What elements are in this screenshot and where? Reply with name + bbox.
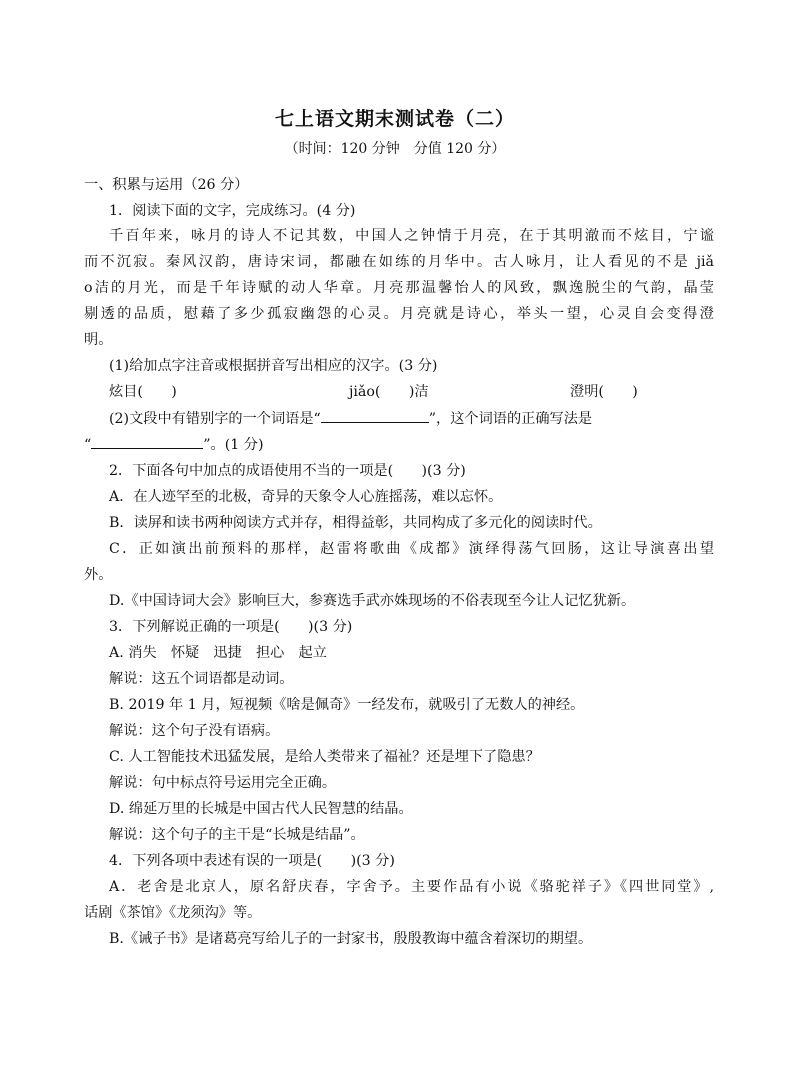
explanation: 解说：句中标点符号运用完全正确。 bbox=[109, 775, 337, 791]
question-1-stem: 1．阅读下面的文字，完成练习。(4 分) bbox=[109, 203, 356, 219]
page-title: 七上语文期末测试卷（二） bbox=[274, 108, 515, 130]
explanation: 解说：这个句子的主干是“长城是结晶”。 bbox=[109, 827, 365, 843]
question-3-stem: 3．下列解说正确的一项是( )(3 分) bbox=[109, 619, 353, 635]
passage-line: 剔透的品质，慰藉了多少孤寂幽怨的心灵。月亮就是诗心，举头一望，心灵自会变得澄 bbox=[84, 306, 714, 322]
option-d: D.《中国诗词大会》影响巨大，参赛选手武亦姝现场的不俗表现至今让人记忆犹新。 bbox=[109, 593, 636, 609]
option-a-cont: 话剧《茶馆》《龙须沟》等。 bbox=[84, 905, 262, 921]
passage-line: o洁的月光，而是千年诗赋的动人华章。月亮那温馨怡人的风致，飘逸脱尘的气韵，晶莹 bbox=[84, 280, 714, 296]
answer-blank-jiao[interactable]: jiǎo( )洁 bbox=[349, 384, 429, 400]
option-b: B.《诫子书》是诸葛亮写给儿子的一封家书，殷殷教诲中蕴含着深切的期望。 bbox=[109, 931, 593, 947]
answer-blank-wrong-word[interactable] bbox=[321, 408, 429, 423]
question-1-sub2 bbox=[109, 408, 714, 429]
option-d: D. 绵延万里的长城是中国古代人民智慧的结晶。 bbox=[109, 801, 413, 817]
option-a: A．老舍是北京人，原名舒庆春，字舍予。主要作品有小说《骆驼祥子》《四世同堂》, bbox=[109, 879, 714, 895]
passage-line: 明。 bbox=[84, 332, 113, 348]
passage-line: 而不沉寂。秦风汉韵，唐诗宋词，都融在如练的月华中。古人咏月，让人看见的不是 jiǎ bbox=[84, 254, 714, 270]
question-1-sub2-text: (2)文段中有错别字的一个词语是“ bbox=[109, 411, 321, 427]
question-1-sub2-text: “ bbox=[84, 437, 92, 453]
option-b: B. 2019 年 1 月，短视频《啥是佩奇》一经发布，就吸引了无数人的神经。 bbox=[109, 697, 585, 713]
question-4-stem: 4．下列各项中表述有误的一项是( )(3 分) bbox=[109, 853, 395, 869]
option-a: A．在人迹罕至的北极，奇异的天象令人心旌摇荡，难以忘怀。 bbox=[109, 489, 503, 505]
answer-blank-xuanmu[interactable]: 炫目( ) bbox=[109, 384, 177, 400]
option-c: C．正如演出前预料的那样，赵雷将歌曲《成都》演绎得荡气回肠，这让导演喜出望 bbox=[109, 541, 714, 557]
question-1-sub1-stem: (1)给加点字注音或根据拼音写出相应的汉字。(3 分) bbox=[109, 358, 438, 374]
option-a: A. 消失 怀疑 迅捷 担心 起立 bbox=[109, 645, 327, 661]
answer-blank-chengming[interactable]: 澄明( ) bbox=[570, 384, 638, 400]
explanation: 解说：这个句子没有语病。 bbox=[109, 723, 280, 739]
question-1-sub2-text: ”，这个词语的正确写法是 bbox=[428, 411, 593, 427]
section-heading: 一、积累与运用（26 分） bbox=[84, 177, 249, 193]
passage-line: 千百年来，咏月的诗人不记其数，中国人之钟情于月亮，在于其明澈而不炫目，宁谧 bbox=[109, 228, 714, 244]
question-2-stem: 2．下面各句中加点的成语使用不当的一项是( )(3 分) bbox=[109, 463, 466, 479]
question-1-sub2-cont bbox=[84, 434, 714, 455]
answer-blank-correct-word[interactable] bbox=[91, 434, 203, 449]
exam-time-score: （时间：120 分钟 分值 120 分） bbox=[284, 141, 506, 157]
option-c-cont: 外。 bbox=[84, 567, 113, 583]
explanation: 解说：这五个词语都是动词。 bbox=[109, 671, 294, 687]
question-1-sub2-text: ”。(1 分) bbox=[203, 437, 264, 453]
option-b: B．读屏和读书两种阅读方式并存，相得益彰，共同构成了多元化的阅读时代。 bbox=[109, 515, 602, 531]
option-c: C. 人工智能技术迅猛发展，是给人类带来了福祉？还是埋下了隐患？ bbox=[109, 749, 540, 765]
